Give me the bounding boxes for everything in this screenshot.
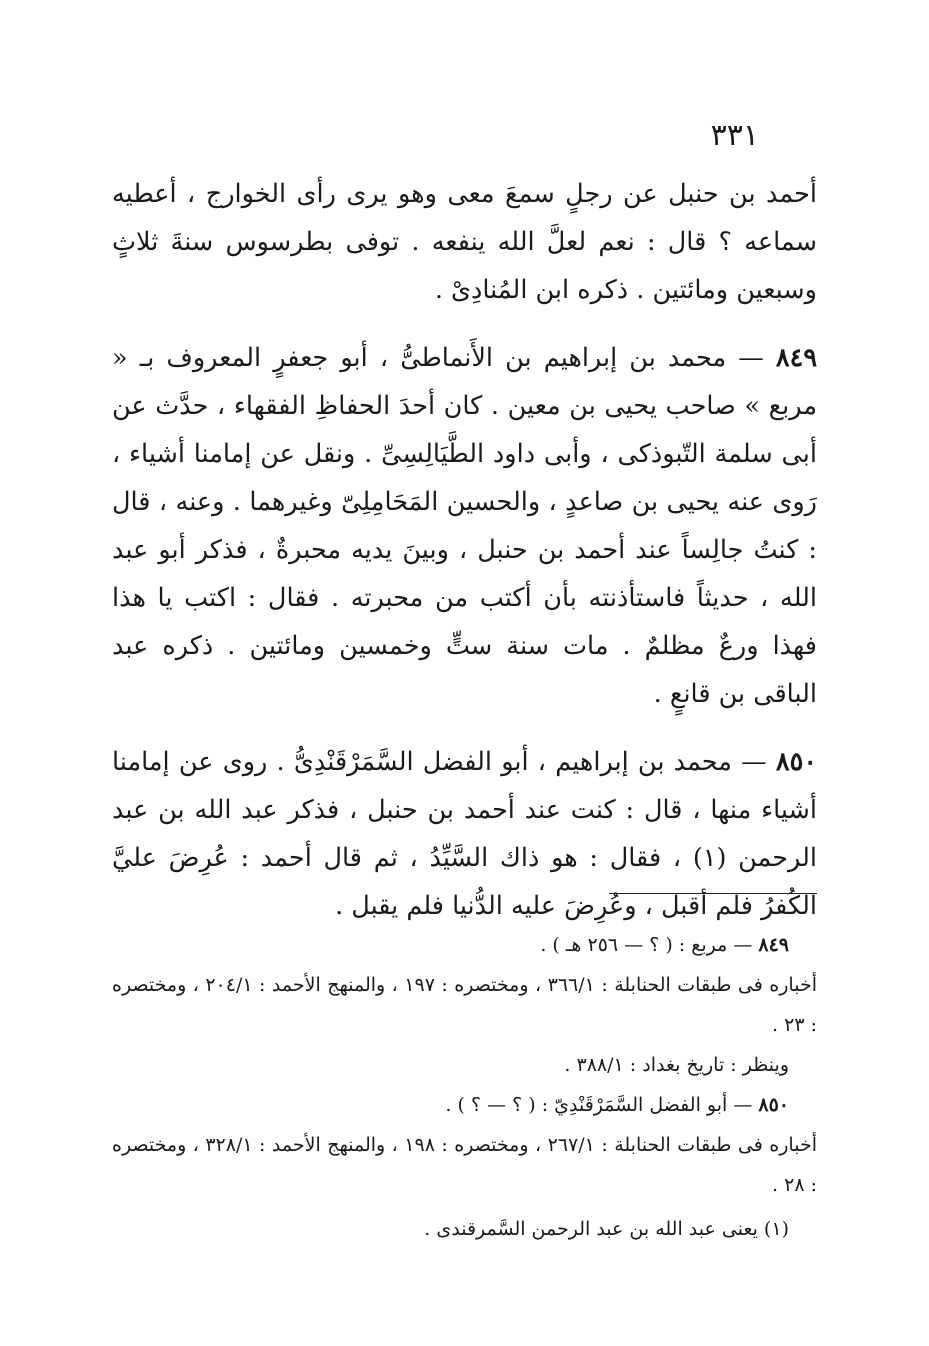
footnote-separator <box>609 893 817 894</box>
footnote-849-sources: أخباره فى طبقات الحنابلة : ٣٦٦/١ ، ومختصره : ١٩٧ ، والمنهج الأحمد : ٢٠٤/١ ، ومختصره : ٢٣ . <box>112 974 817 1036</box>
entry-850 <box>112 738 817 930</box>
paragraph-text: — محمد بن إبراهيم بن الأَنماطىُّ ، أبو جعفرٍ المعروف بـ « مربع » صاحب يحيى بن معين . كان أحدَ الحفاظِ الفقهاء ، حدَّث عن أبى سلمة التّبوذكى ، وأبى داود الطَّيَالِسِىِّ . ونقل عن إمامنا أشياء ، رَوى عنه يحيى بن صاعدٍ ، والحسين المَحَامِلِىّ وغيرهما . وعنه ، قال : كنتُ جالِساً عند أحمد بن حنبل ، وبينَ يديه محبرةٌ ، فذكر أبو عبد الله ، حديثاً فاستأذنته بأن أكتب من محبرته . فقال : اكتب يا هذا فهذا ورعٌ مظلمٌ . مات سنة ستٍّ وخمسين ومائتين . ذكره عبد الباقى بن قانعٍ . <box>112 343 817 709</box>
entry-number: ٨٥٠ <box>775 747 818 777</box>
footnote-849-heading <box>112 925 817 965</box>
entry-849 <box>112 334 817 718</box>
main-text <box>112 170 817 930</box>
footnote-849-see-also: وينظر : تاريخ بغداد : ٣٨٨/١ . <box>564 1054 789 1076</box>
footnote-text: — أبو الفضل السَّمَرْقَنْدِيّ : ( ؟ — ؟ ) . <box>445 1094 753 1116</box>
paragraph-text: أحمد بن حنبل عن رجلٍ سمعَ معى وهو يرى رأى الخوارج ، أعطيه سماعه ؟ قال : نعم لعلَّ الله ينفعه . توفى بطرسوس سنةَ ثلاثٍ وسبعين ومائتين . ذكره ابن المُنادِىْ . <box>112 179 817 305</box>
footnote-1: (١) يعنى عبد الله بن عبد الرحمن السَّمرقندى . <box>424 1218 789 1240</box>
footnote-850-heading <box>112 1085 817 1125</box>
paragraph-continuation <box>112 170 817 314</box>
footnote-850-sources: أخباره فى طبقات الحنابلة : ٢٦٧/١ ، ومختصره : ١٩٨ ، والمنهج الأحمد : ٣٢٨/١ ، ومختصره : ٢٨ . <box>112 1134 817 1196</box>
paragraph-text: — محمد بن إبراهيم ، أبو الفضل السَّمَرْقَنْدِىُّ . روى عن إمامنا أشياء منها ، قال : كنت عند أحمد بن حنبل ، فذكر عبد الله بن عبد الرحمن (١) ، فقال : هو ذاك السَّيِّدُ ، ثم قال أحمد : عُرِضَ عليَّ الكُفرُ فلم أقبل ، وعُرِضَ عليه الدُّنيا فلم يقبل . <box>112 747 817 921</box>
footnote-number: ٨٥٠ <box>758 1094 789 1116</box>
footnote-number: ٨٤٩ <box>758 934 789 956</box>
entry-number: ٨٤٩ <box>775 343 818 373</box>
footnotes <box>112 925 817 1249</box>
footnote-text: — مربع : ( ؟ — ٢٥٦ هـ ) . <box>540 934 753 956</box>
page-number: ٣٣١ <box>710 118 759 153</box>
